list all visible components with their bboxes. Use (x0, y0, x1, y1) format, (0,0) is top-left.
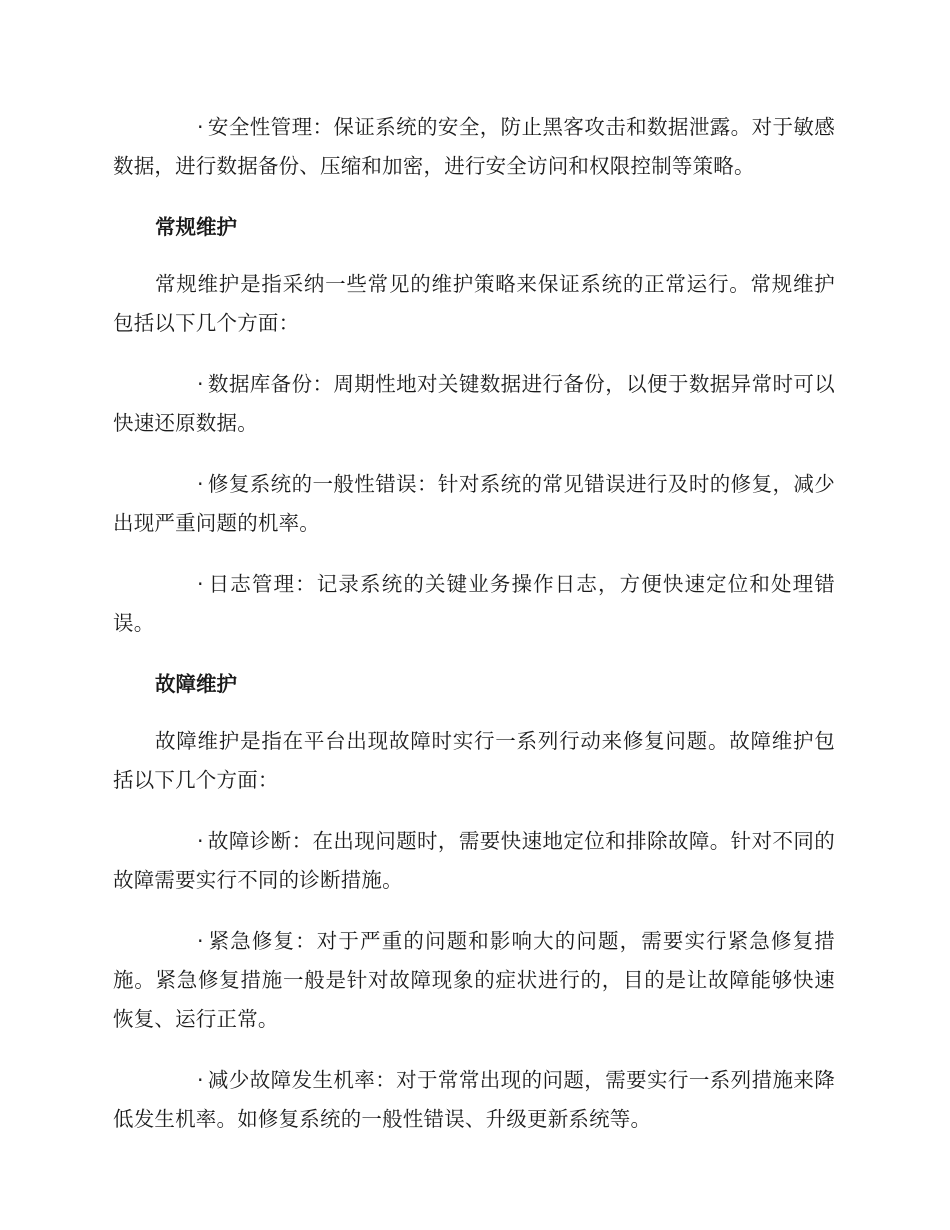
bullet-dot: · (197, 829, 204, 853)
bullet-log-management (113, 565, 835, 643)
section-heading-routine-maintenance: 常规维护 (155, 215, 237, 239)
bullet-dot: · (197, 472, 204, 496)
bullet-text: 数据库备份：周期性地对关键数据进行备份，以便于数据异常时可以快速还原数据。 (113, 372, 835, 435)
paragraph-fault-intro: 故障维护是指在平台出现故障时实行一系列行动来修复问题。故障维护包括以下几个方面： (113, 729, 835, 792)
document-body (113, 108, 835, 1161)
bullet-text: 日志管理：记录系统的关键业务操作日志，方便快速定位和处理错误。 (113, 572, 835, 635)
bullet-text: 减少故障发生机率：对于常常出现的问题，需要实行一系列措施来降低发生机率。如修复系统的一般性错误、升级更新系统等。 (113, 1068, 835, 1131)
bullet-database-backup (113, 365, 835, 443)
bullet-reduce-fault-rate (113, 1061, 835, 1139)
bullet-text: 故障诊断：在出现问题时，需要快速地定位和排除故障。针对不同的故障需要实行不同的诊断措施。 (113, 829, 835, 892)
section-heading-fault-maintenance: 故障维护 (155, 672, 237, 696)
bullet-dot: · (197, 929, 204, 953)
bullet-text: 紧急修复：对于严重的问题和影响大的问题，需要实行紧急修复措施。紧急修复措施一般是针对故障现象的症状进行的，目的是让故障能够快速恢复、运行正常。 (113, 929, 835, 1031)
paragraph-routine-intro: 常规维护是指采纳一些常见的维护策略来保证系统的正常运行。常规维护包括以下几个方面： (113, 272, 835, 335)
bullet-security-management (113, 108, 835, 186)
bullet-dot: · (197, 572, 204, 596)
bullet-fix-general-errors (113, 465, 835, 543)
bullet-fault-diagnosis (113, 822, 835, 900)
bullet-dot: · (197, 1068, 204, 1092)
bullet-emergency-repair (113, 922, 835, 1039)
bullet-text: 安全性管理：保证系统的安全，防止黑客攻击和数据泄露。对于敏感数据，进行数据备份、压缩和加密，进行安全访问和权限控制等策略。 (113, 115, 835, 178)
bullet-dot: · (197, 372, 204, 396)
bullet-dot: · (197, 115, 204, 139)
bullet-text: 修复系统的一般性错误：针对系统的常见错误进行及时的修复，减少出现严重问题的机率。 (113, 472, 835, 535)
